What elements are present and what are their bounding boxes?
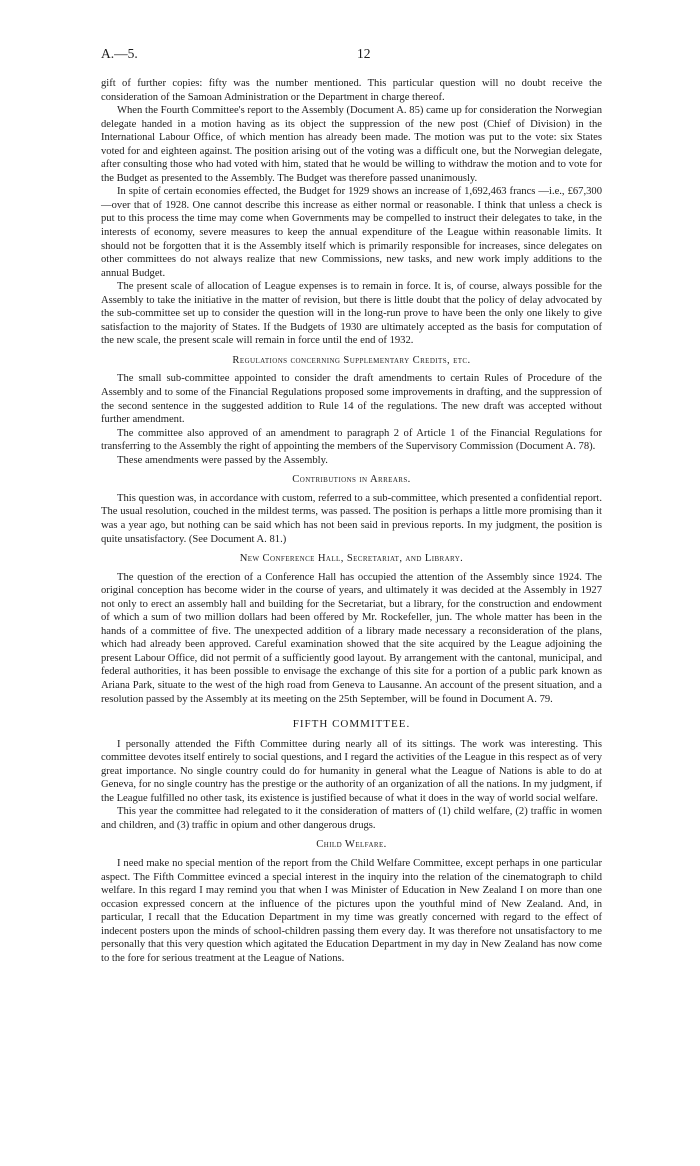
document-reference: A.—5. [101,46,138,61]
paragraph: The question of the erection of a Conference Hall has occupied the attention of the Assembly since 1924. The original conception has become wider in the course of years, and ultimately it was decided at the Assembly in 1927 not only to erect an assembly hall and building for the Secretariat, but a library, for the construction and endowment of which a sum of two million dollars had been offered by Mr. Rockefeller, jun. The whole matter has been in the hands of a committee of five. The unexpected addition of a library made necessary a reconsideration of the plans, which had already been approved. Careful examination showed that the site acquired by the League adjoining the present Labour Office, did not permit of a sufficiently good layout. By arrangement with the cantonal, municipal, and federal authorities, it has been possible to envisage the exchange of this site for a portion of a public park known as Ariana Park, situate to the west of the high road from Geneva to Lausanne. An account of the present situation, and a resolution passed by the Assembly at its meeting on the 25th September, will be found in Document A. 79. [101,571,602,705]
paragraph: gift of further copies: fifty was the number mentioned. This particular question will no doubt receive the consideration of the Samoan Administration or the Department in charge thereof. [101,78,602,103]
page-number: 12 [357,46,371,61]
paragraph: The small sub-committee appointed to consider the draft amendments to certain Rules of Procedure of the Assembly and to some of the Financial Regulations proposed some improvements in drafting, and the suppression of the second sentence in the suggested addition to Rule 14 of the regulations. The new draft was accepted without further amendment. [101,373,602,426]
paragraph: In spite of certain economies effected, the Budget for 1929 shows an increase of 1,692,463 francs —i.e., £67,300—over that of 1928. One cannot describe this increase as either normal or reasonable. I think that unless a check is put to this process the time may come when Governments may be compelled to instruct their delegates to take, in the interests of economy, severe measures to keep the annual expenditure of the League within reasonable limits. It should not be forgotten that it is the Assembly itself which is primarily responsible for increases, since delegates on other committees do not always realize that new Commissions, new tasks, and new work imply additions to the annual Budget. [101,186,602,279]
paragraph: This year the committee had relegated to it the consideration of matters of (1) child welfare, (2) traffic in women and children, and (3) traffic in opium and other dangerous drugs. [101,806,602,831]
paragraph: I need make no special mention of the report from the Child Welfare Committee, except perhaps in one particular aspect. The Fifth Committee evinced a special interest in the inquiry into the relation of the cinematograph to child welfare. In this regard I may remind you that when I was Minister of Education in New Zealand I on more than one occasion expressed concern at the influence of the pictures upon the youthful mind of New Zealand. And, in particular, I recall that the Education Department in my time was greatly concerned with regard to the effect of indecent posters upon the minds of school-children passing them every day. It was therefore not unsatisfactory to me personally that this very question which agitated the Education Department in my day in New Zealand has now come to the fore for serious treatment at the League of Nations. [101,857,602,964]
section-heading-regulations: Regulations concerning Supplementary Credits, etc. [232,354,471,366]
section-heading-arrears: Contributions in Arrears. [292,474,411,486]
paragraph: When the Fourth Committee's report to the Assembly (Document A. 85) came up for consideration the Norwegian delegate handed in a motion having as its object the suppression of the new post (Chief of Division) in the International Labour Office, of which mention has already been made. The motion was put to the vote: six States voted for and eighteen against. The position arising out of the voting was a difficult one, but the Norwegian delegate, after consulting those who had voted with him, stated that he would be willing to withdraw the motion and to vote for the Budget as presented to the Assembly. The Budget was therefore passed unanimously. [101,105,602,184]
paragraph: I personally attended the Fifth Committee during nearly all of its sittings. The work was interesting. This committee devotes itself entirely to social questions, and I regard the activities of the League in this respect as of very great importance. No single country could do for humanity in general what the League of Nations is able to do at Geneva, for no single country has the prestige or the authority of an organization of all the nations. In my judgment, if the League fulfilled no other task, its existence is justified because of what it does in the way of world social welfare. [101,738,602,804]
section-heading-child-welfare: Child Welfare. [316,839,387,851]
section-heading-conference-hall: New Conference Hall, Secretariat, and Library. [239,553,464,565]
paragraph: This question was, in accordance with custom, referred to a sub-committee, which presented a confidential report. The usual resolution, couched in the mildest terms, was passed. The position is perhaps a little more promising than it was a year ago, but nothing can be said which has not been said in previous reports. In my judgment, the position is quite unsatisfactory. (See Document A. 81.) [101,492,602,545]
section-heading-fifth-committee: FIFTH COMMITTEE. [292,718,411,731]
paragraph: These amendments were passed by the Assembly. [117,454,328,466]
page-header [101,46,601,66]
paragraph: The present scale of allocation of League expenses is to remain in force. It is, of course, always possible for the Assembly to take the initiative in the matter of revision, but there is little doubt that the policy of delay advocated by the sub-committee set up to consider the question will in the long-run prove to have been the only one likely to give satisfaction to the majority of States. If the Budgets of 1930 are ultimately accepted as the basis for computation of the new scale, the present scale will remain in force until the end of 1932. [101,281,602,347]
document-body [101,77,602,965]
paragraph: The committee also approved of an amendment to paragraph 2 of Article 1 of the Financial Regulations for transferring to the Assembly the right of appointing the members of the Supervisory Commission (Document A. 78). [101,427,602,453]
